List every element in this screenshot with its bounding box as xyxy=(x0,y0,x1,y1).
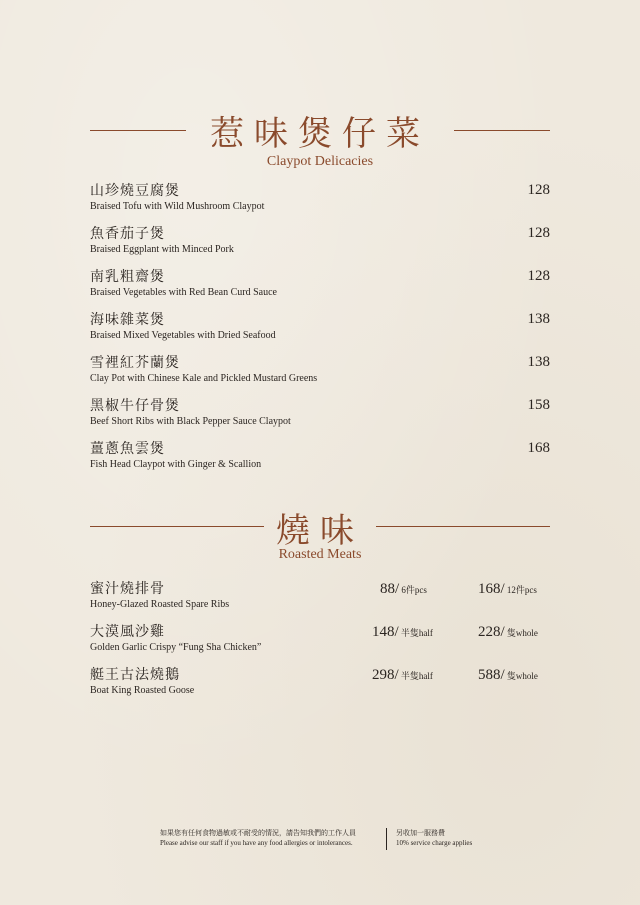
item-price: 138 xyxy=(527,354,550,370)
menu-item xyxy=(90,268,550,299)
price-value: 588/ xyxy=(478,667,505,683)
allergy-notice-cn: 如果您有任何食物過敏或不耐受的情況，請告知我們的工作人員 xyxy=(160,829,356,837)
item-price: 128 xyxy=(527,225,550,241)
price-value: 298/ xyxy=(372,667,399,683)
item-name-en: Boat King Roasted Goose xyxy=(90,685,195,696)
menu-item xyxy=(90,354,550,385)
price-unit: 6件pcs xyxy=(399,585,427,595)
item-name-cn: 艇王古法燒鵝 xyxy=(90,667,180,683)
claypot-left-rule xyxy=(90,130,186,131)
allergy-notice-en: Please advise our staff if you have any food allergies or intolerances. xyxy=(160,839,353,847)
item-name-cn: 大漠風沙雞 xyxy=(90,624,165,640)
menu-item xyxy=(90,225,550,256)
item-price-small xyxy=(380,580,427,598)
item-price-half xyxy=(372,666,433,684)
price-value: 88/ xyxy=(380,581,400,597)
footer-divider xyxy=(386,828,387,850)
claypot-title-en: Claypot Delicacies xyxy=(266,154,374,169)
item-name-en: Braised Eggplant with Minced Pork xyxy=(90,244,234,255)
item-price: 128 xyxy=(527,182,550,198)
item-name-cn: 山珍燒豆腐煲 xyxy=(90,183,180,199)
item-name-en: Clay Pot with Chinese Kale and Pickled Mustard Greens xyxy=(90,373,318,384)
item-name-en: Braised Mixed Vegetables with Dried Seafood xyxy=(90,330,276,341)
claypot-title-cn: 惹味煲仔菜 xyxy=(210,114,430,154)
price-value: 148/ xyxy=(372,624,399,640)
service-charge-en: 10% service charge applies xyxy=(396,839,473,847)
item-name-cn: 魚香茄子煲 xyxy=(90,226,165,242)
price-value: 228/ xyxy=(478,624,505,640)
price-unit: 半隻half xyxy=(398,628,433,638)
item-price-whole xyxy=(478,623,538,641)
item-name-en: Honey-Glazed Roasted Spare Ribs xyxy=(90,599,230,610)
item-name-cn: 黑椒牛仔骨煲 xyxy=(90,398,180,414)
price-unit: 12件pcs xyxy=(504,585,537,595)
item-price: 138 xyxy=(527,311,550,327)
allergy-notice xyxy=(160,828,376,848)
item-name-cn: 蜜汁燒排骨 xyxy=(90,581,165,597)
item-price: 158 xyxy=(527,397,550,413)
menu-item xyxy=(90,666,550,697)
item-name-en: Braised Vegetables with Red Bean Curd Sauce xyxy=(90,287,277,298)
price-value: 168/ xyxy=(478,581,505,597)
menu-item xyxy=(90,397,550,428)
item-name-en: Golden Garlic Crispy “Fung Sha Chicken” xyxy=(90,642,262,653)
item-price-large xyxy=(478,580,537,598)
claypot-right-rule xyxy=(454,130,550,131)
item-name-cn: 雪裡紅芥蘭煲 xyxy=(90,355,180,371)
roasted-title-en: Roasted Meats xyxy=(278,547,362,562)
roasted-right-rule xyxy=(376,526,550,527)
item-price: 168 xyxy=(527,440,550,456)
item-price-whole xyxy=(478,666,538,684)
price-unit: 隻whole xyxy=(504,628,538,638)
item-name-cn: 薑蔥魚雲煲 xyxy=(90,441,165,457)
menu-item xyxy=(90,580,550,611)
item-name-en: Braised Tofu with Wild Mushroom Claypot xyxy=(90,201,265,212)
menu-item xyxy=(90,440,550,471)
menu-item xyxy=(90,182,550,213)
item-name-en: Fish Head Claypot with Ginger & Scallion xyxy=(90,459,262,470)
item-price: 128 xyxy=(527,268,550,284)
item-name-en: Beef Short Ribs with Black Pepper Sauce Claypot xyxy=(90,416,291,427)
item-name-cn: 南乳粗齋煲 xyxy=(90,269,165,285)
service-charge-cn: 另收加一服務費 xyxy=(396,829,445,837)
item-price-half xyxy=(372,623,433,641)
menu-item xyxy=(90,311,550,342)
price-unit: 隻whole xyxy=(504,671,538,681)
item-name-cn: 海味雜菜煲 xyxy=(90,312,165,328)
menu-item xyxy=(90,623,550,654)
roasted-left-rule xyxy=(90,526,264,527)
roasted-title-cn: 燒味 xyxy=(276,511,364,551)
service-charge-notice xyxy=(396,828,472,848)
price-unit: 半隻half xyxy=(398,671,433,681)
